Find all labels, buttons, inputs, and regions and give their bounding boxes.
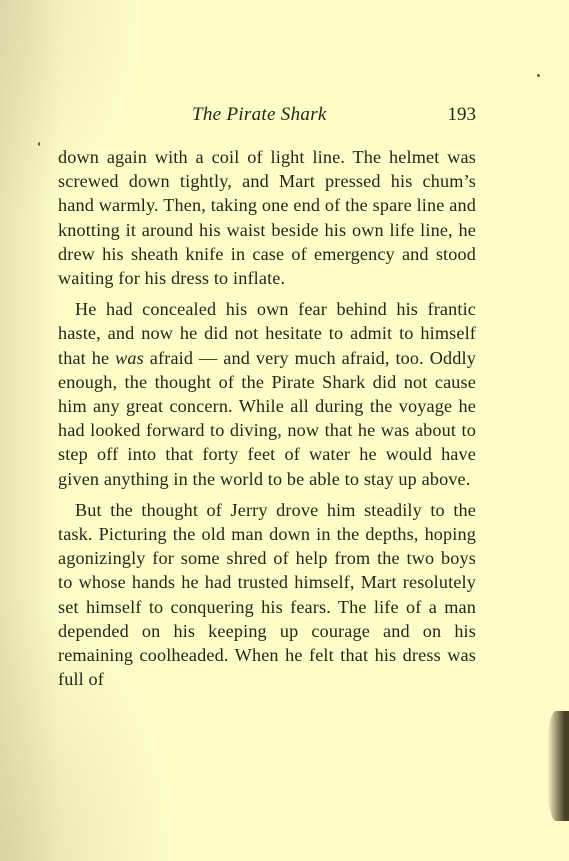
running-title: The Pirate Shark — [192, 104, 327, 125]
page-number: 193 — [447, 104, 476, 125]
paper-speck — [537, 74, 540, 77]
running-header — [60, 104, 476, 130]
paper-speck — [38, 142, 40, 146]
body-text — [58, 145, 476, 698]
paragraph-1: down again with a coil of light line. The helmet was screwed down tightly, and Mart pressed his chum’s hand warmly. Then, taking one end of the spare line and knotting it around his waist beside his own life line, he drew his sheath knife in case of emergency and stood waiting for his dress to inflate. — [58, 147, 476, 289]
emphasis-word: was — [115, 347, 144, 368]
paragraph-2: He had concealed his own fear behind his frantic haste, and now he did not hesitate to admit to himself that he was afraid — and very much afraid, too. Oddly enough, the thought of the Pirate Shark did not cause him any great concern. While all during the voyage he had looked forward to diving, now that he was about to step off into that forty feet of water he would have given anything in the world to be able to stay up above. — [58, 299, 476, 489]
paragraph-3: But the thought of Jerry drove him steadily to the task. Picturing the old man down in the depths, hoping agonizingly for some shred of help from the two boys to whose hands he had trusted himself, Mart resolutely set himself to conquering his fears. The life of a man depended on his keeping up courage and on his remaining coolheaded. When he felt that his dress was full of — [58, 499, 476, 690]
page-edge-shadow — [547, 711, 569, 821]
